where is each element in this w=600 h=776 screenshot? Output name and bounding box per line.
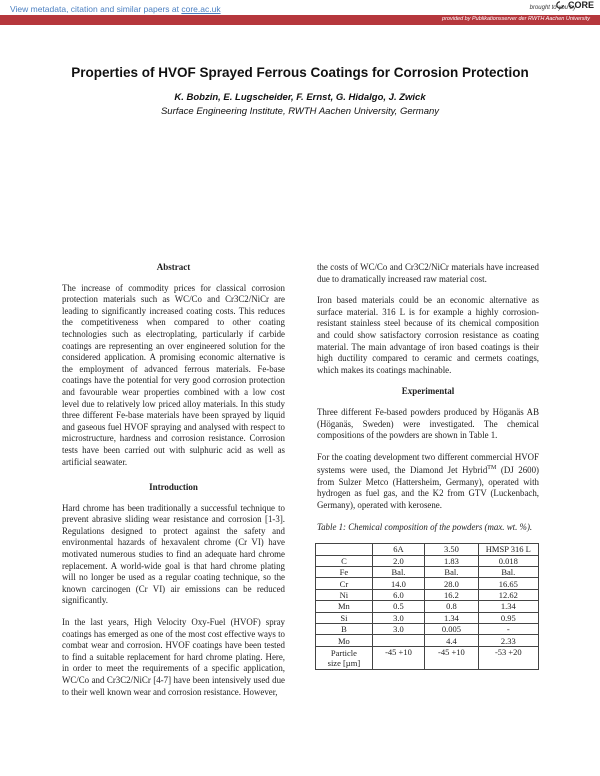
intro-paragraph-1: Hard chrome has been traditionally a successful technique to prevent abrasive sliding wear resistance and corrosion [1-3]. Regulations designed to protect against the safety and environmental hazards of hexavalent chrome (Cr VI) have motivated numerous studies to find an adequate hard chrome replacement. A world-wide goal is that hard chrome plating will no longer be used as a regular coating technique, so the known carcinogen (Cr VI) air emissions can be reduced significantly.	[62, 502, 285, 606]
table-row: C 2.0 1.83 0.018	[316, 555, 539, 566]
table-row: Particle size [µm] -45 +10 -45 +10 -53 +20	[316, 646, 539, 669]
table-row: B 3.0 0.005 -	[316, 623, 539, 634]
paper-title: Properties of HVOF Sprayed Ferrous Coatings for Corrosion Protection	[71, 65, 529, 80]
paper-affiliation: Surface Engineering Institute, RWTH Aachen University, Germany	[160, 106, 440, 117]
paper-authors: K. Bobzin, E. Lugscheider, F. Ernst, G. Hidalgo, J. Zwick	[174, 92, 426, 103]
left-column	[62, 262, 285, 708]
right-paragraph-1: the costs of WC/Co and Cr3C2/NiCr materials have increased due to dramatically increased raw material cost.	[317, 262, 539, 284]
provided-by-text: provided by Publikationsserver der RWTH Aachen University	[442, 16, 590, 22]
table-row: Cr 14.0 28.0 16.65	[316, 578, 539, 589]
core-banner	[0, 0, 600, 30]
experimental-paragraph-1: Three different Fe-based powders produced by Höganäs AB (Höganäs, Sweden) were investigated. The chemical compositions of the powders are shown in Table 1.	[317, 406, 539, 441]
experimental-paragraph-2: For the coating development two different commercial HVOF systems were used, the Diamond Jet Hybrid™ (DJ 2600) from Sulzer Metco (Hattersheim, Germany), operated with hydrogen as fuel gas, and the K2 from GTV (Luckenbach, Germany), operated with kerosene.	[317, 451, 539, 511]
table-row: Fe Bal. Bal. Bal.	[316, 567, 539, 578]
right-column	[317, 262, 539, 670]
table-row: Ni 6.0 16.2 12.62	[316, 589, 539, 600]
table-header-row: 6A 3.50 HMSP 316 L	[316, 544, 539, 555]
abstract-heading: Abstract	[156, 262, 191, 272]
core-label: CORE	[567, 0, 594, 10]
table-caption: Table 1: Chemical composition of the powders (max. wt. %).	[317, 521, 533, 532]
composition-table	[315, 543, 539, 670]
right-paragraph-2: Iron based materials could be an economic alternative as surface material. 316 L is for example a highly corrosion-resistant stainless steel because of its chemical composition and could show satisfactory corrosion resistance as coating material. The main advantage of iron based coatings is their high ductility compared to ceramic and cermets coatings, which makes its coatings machinable.	[317, 295, 539, 375]
experimental-heading: Experimental	[401, 386, 455, 397]
table-row: Mn 0.5 0.8 1.34	[316, 601, 539, 612]
abstract-text: The increase of commodity prices for classical corrosion protection materials such as WC/Co and Cr3C2/NiCr are leading to significantly increased coating costs. This reduces the competitiveness when compared to other coating technologies such as electroplating, particularly if carbide coatings are representing an over engineered solution for the considered application. A promising economic alternative is the employment of advanced ferrous materials. Fe-base coatings have the potential for very good corrosion protection and favourable wear properties combined with a low cost level due to relatively low priced alloy materials. In this study three different Fe-base materials have been sprayed by liquid and gaseous fuel HVOF spraying and analysed with respect to microstructure, hardness and corrosion resistance. Corrosion tests have been carried out with sulphuric acid as well as artificial seawater.	[62, 282, 285, 467]
intro-paragraph-2: In the last years, High Velocity Oxy-Fuel (HVOF) spray coatings has emerged as one of the most cost effective ways to combat wear and corrosion. HVOF coatings have been tested to find a suitable replacement for hard chrome plating. Here, in order to meet the requirements of a specific application, WC/Co and Cr3C2/NiCr [4-7] have been intensively used due to their well known wear and corrosion resistance. However,	[62, 617, 285, 697]
introduction-heading: Introduction	[149, 482, 198, 493]
core-logo-icon	[556, 1, 564, 9]
table-row: Si 3.0 1.34 0.95	[316, 612, 539, 623]
table-row: Mo 4.4 2.33	[316, 635, 539, 646]
metadata-link[interactable]: View metadata, citation and similar papers at core.ac.uk	[10, 4, 221, 14]
brought-by-text: brought to you by	[529, 5, 576, 11]
